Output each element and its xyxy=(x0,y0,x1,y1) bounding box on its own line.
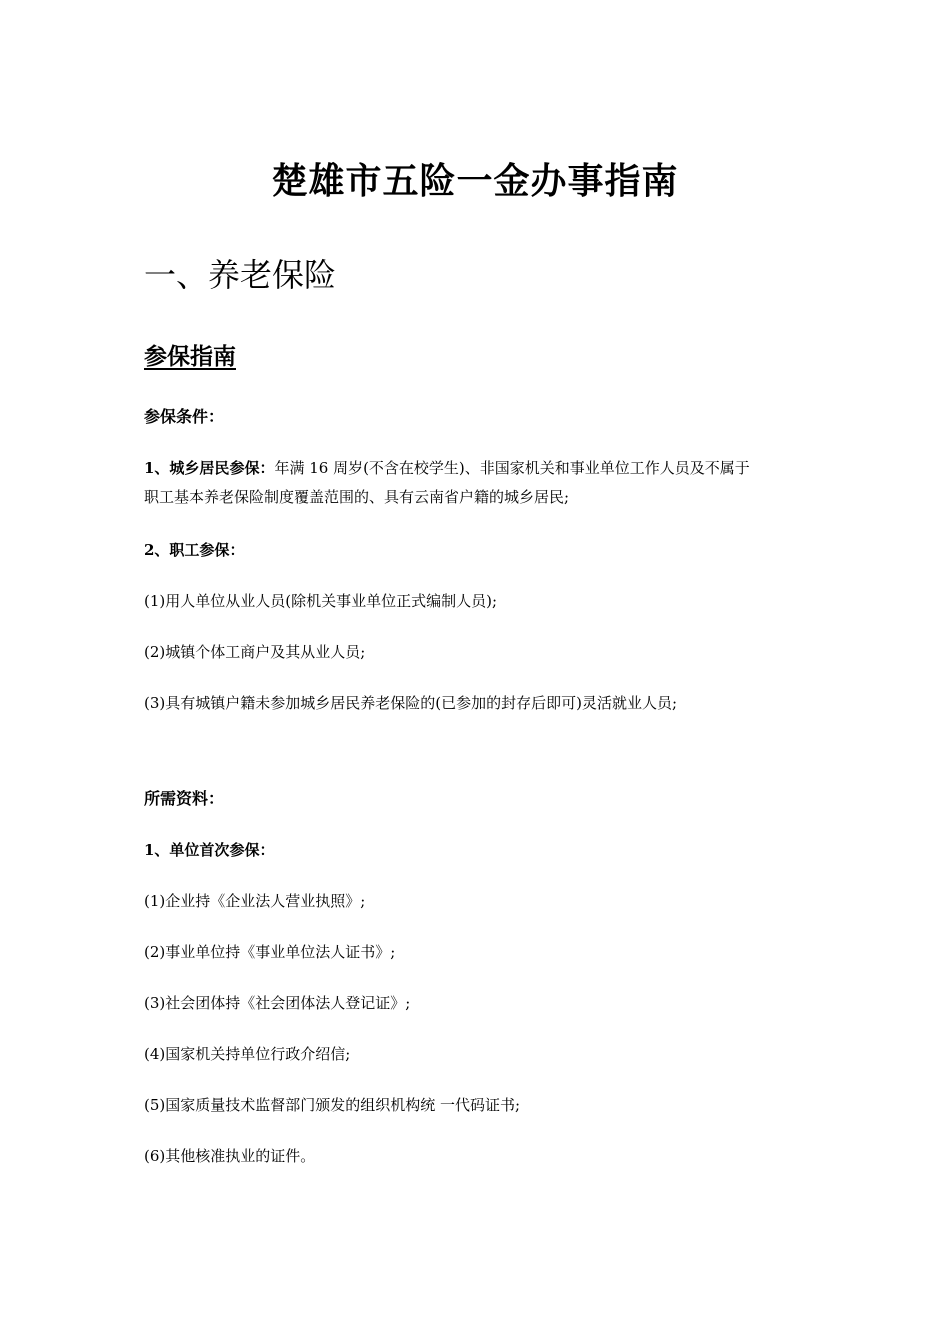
conditions-label: 参保条件： xyxy=(144,407,225,426)
materials-label: 所需资料： xyxy=(144,789,225,808)
materials-item-1-sub-1: (1)企业持《企业法人营业执照》; xyxy=(144,892,366,910)
materials-item-1-sub-3: (3)社会团体持《社会团体法人登记证》; xyxy=(144,994,411,1012)
materials-item-1-sub-2: (2)事业单位持《事业单位法人证书》; xyxy=(144,943,396,961)
condition-item-1-text: 年满 16 周岁(不含在校学生)、非国家机关和事业单位工作人员及不属于 xyxy=(274,459,750,477)
document-title: 楚雄市五险一金办事指南 xyxy=(271,160,679,202)
condition-item-2-sub-1: (1)用人单位从业人员(除机关事业单位正式编制人员); xyxy=(144,592,498,610)
condition-item-2-lead: 2、职工参保： xyxy=(144,541,245,559)
materials-item-1-sub-4: (4)国家机关持单位行政介绍信; xyxy=(144,1045,351,1063)
section-heading-pension: 一、养老保险 xyxy=(144,256,337,294)
materials-item-1-sub-6: (6)其他核准执业的证件。 xyxy=(144,1147,316,1165)
materials-item-1-lead: 1、单位首次参保： xyxy=(144,841,275,859)
condition-item-1-line-1 xyxy=(144,455,814,481)
condition-item-1-lead: 1、城乡居民参保： xyxy=(144,459,275,477)
materials-item-1-sub-5: (5)国家质量技术监督部门颁发的组织机构统 一代码证书; xyxy=(144,1096,521,1114)
condition-item-1-line-2: 职工基本养老保险制度覆盖范围的、具有云南省户籍的城乡居民; xyxy=(144,488,570,506)
condition-item-2-sub-3: (3)具有城镇户籍未参加城乡居民养老保险的(已参加的封存后即可)灵活就业人员; xyxy=(144,694,678,712)
subsection-heading-enrollment-guide: 参保指南 xyxy=(144,343,236,370)
condition-item-2-sub-2: (2)城镇个体工商户及其从业人员; xyxy=(144,643,366,661)
